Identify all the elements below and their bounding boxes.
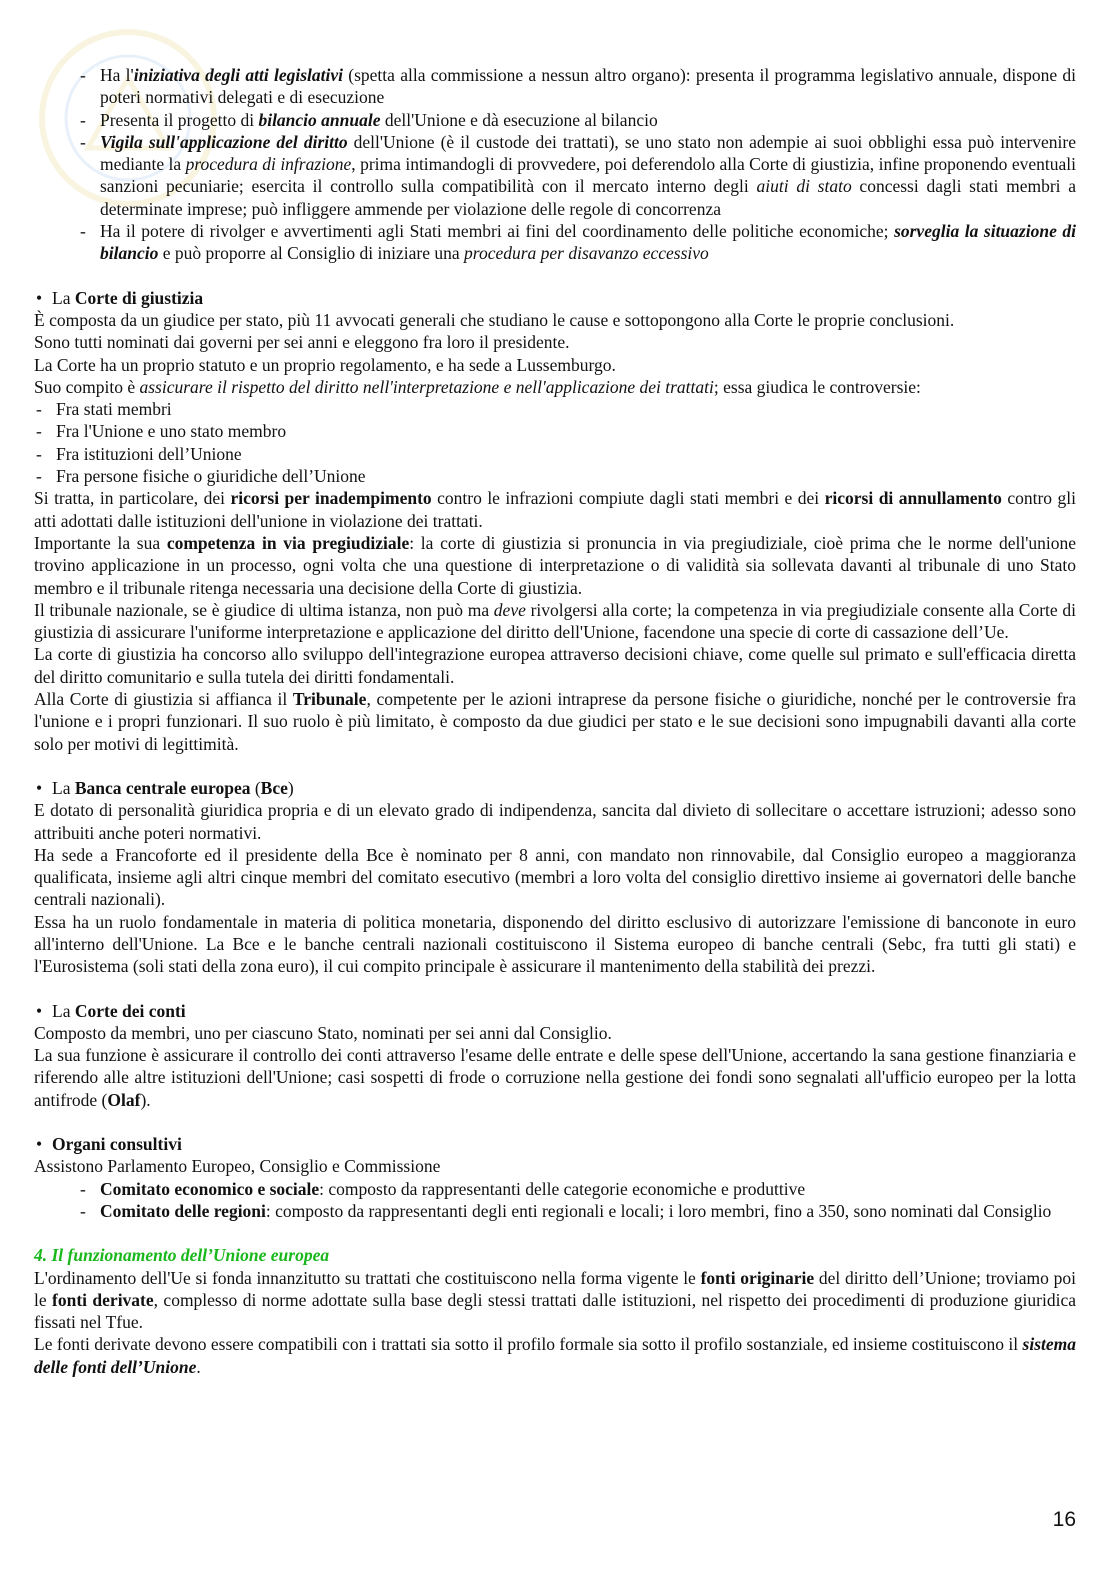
- text-run: procedura per disavanzo eccessivo: [464, 243, 709, 264]
- list-item: [34, 1200, 1076, 1222]
- document-page: [34, 64, 1076, 1378]
- paragraph: [34, 844, 1076, 911]
- text-run: aiuti di stato: [756, 176, 852, 197]
- paragraph: [34, 1267, 1076, 1334]
- text-run: competenza in via pregiudiziale: [166, 532, 410, 553]
- text-run: contro gli atti adottati dalle istituzioni dell'unione in violazione dei trattati.: [34, 488, 1076, 531]
- text-run: ricorsi per inadempimento: [230, 488, 432, 509]
- section-heading: [34, 777, 1076, 799]
- paragraph: [34, 1044, 1076, 1111]
- text-run: Assistono Parlamento Europeo, Consiglio e Commissione: [34, 1156, 441, 1177]
- text-run: bilancio annuale: [258, 109, 381, 130]
- section-corte-conti: [34, 1000, 1076, 1111]
- text-run: Sono tutti nominati dai governi per sei anni e eleggono fra loro il presidente.: [34, 332, 570, 353]
- text-run: , prima intimandogli di provvedere, poi deferendolo alla Corte di giustizia, infine proponendo eventuali sanzioni pecuniarie; esercita il controllo sulla compatibilità con il mercato interno degli: [100, 154, 1076, 197]
- text-run: La: [52, 287, 75, 308]
- text-run: assicurare il rispetto del diritto nell'interpretazione e nell'applicazione dei trattati: [139, 376, 714, 397]
- list-item: - Fra stati membri: [34, 398, 1076, 420]
- text-run: iniziativa degli atti legislativi: [133, 65, 343, 85]
- list-item: [34, 109, 1076, 131]
- paragraph: [34, 487, 1076, 532]
- paragraph: [34, 1155, 1076, 1177]
- section-bce: [34, 777, 1076, 978]
- text-run: fonti originarie: [700, 1267, 815, 1288]
- text-run: : la corte di giustizia si pronuncia in via pregiudiziale, cioè prima che le norme dell'unione trovino applicazione in un processo, ogni volta che una questione di interpretazione o di validità sia sollevata davanti al tribunale di uno Stato membro e il tribunale ritenga necessaria una decisione della Corte di giustizia.: [34, 532, 1077, 598]
- list-item: - Fra l'Unione e uno stato membro: [34, 420, 1076, 442]
- text-run: : composto da rappresentanti delle categorie economiche e produttive: [319, 1178, 806, 1199]
- list-item: [34, 64, 1076, 109]
- list-item: [34, 131, 1076, 220]
- section-heading: [34, 287, 1076, 309]
- text-run: La Corte ha un proprio statuto e un proprio regolamento, e ha sede a Lussemburgo.: [34, 354, 616, 375]
- text-run: fonti derivate: [52, 1289, 154, 1310]
- text-run: Corte di giustizia: [74, 287, 204, 308]
- text-run: contro le infrazioni compiute dagli stati membri e dei: [431, 488, 825, 509]
- text-run: procedura di infrazione: [185, 154, 352, 175]
- text-run: Organi consultivi: [52, 1134, 182, 1155]
- text-run: Si tratta, in particolare, dei: [34, 488, 231, 509]
- text-run: La: [52, 777, 75, 798]
- text-run: Il tribunale nazionale, se è giudice di ultima istanza, non può ma: [34, 599, 494, 620]
- text-run: Banca centrale europea: [74, 777, 251, 798]
- paragraph: [34, 643, 1076, 688]
- text-run: Comitato economico e sociale: [100, 1178, 320, 1199]
- paragraph: [34, 376, 1076, 398]
- text-run: (spetta alla commissione a nessun altro organo): presenta il programma legislativo annuale, dispone di poteri normativi delegati e di esecuzione: [100, 65, 1077, 108]
- text-run: Tribunale: [292, 689, 367, 710]
- text-run: È composta da un giudice per stato, più 11 avvocati generali che studiano le cause e sottopongono alla Corte le proprie conclusioni.: [34, 309, 955, 330]
- text-run: Vigila sull'applicazione del diritto: [100, 131, 348, 152]
- text-run: Ha il potere di rivolger e avvertimenti agli Stati membri ai fini del coordinamento delle politiche economiche;: [100, 221, 895, 242]
- text-run: Suo compito è: [34, 376, 140, 397]
- text-run: La sua funzione è assicurare il controllo dei conti attraverso l'esame delle entrate e delle spese dell'Unione, accertando la sana gestione finanziaria e riferendo alle altre istituzioni dell'Unione; casi sospetti di frode o corruzione nella gestione dei fondi sono segnalati all'ufficio europeo per la lotta antifrode (: [34, 1045, 1076, 1110]
- section-organi-consultivi: [34, 1133, 1076, 1222]
- text-run: Ha l': [100, 65, 134, 85]
- text-run: sistema delle fonti dell’Unione: [34, 1334, 1076, 1377]
- text-run: dell'Unione e dà esecuzione al bilancio: [380, 109, 658, 130]
- text-run: concessi dagli stati membri a determinate imprese; può infliggere ammende per violazione delle regole di concorrenza: [100, 176, 1077, 219]
- text-run: Le fonti derivate devono essere compatibili con i trattati sia sotto il profilo formale sia sotto il profilo sostanziale, ed insieme costituiscono il: [34, 1334, 1023, 1355]
- paragraph: [34, 799, 1076, 844]
- paragraph: [34, 599, 1076, 644]
- text-run: .: [196, 1356, 201, 1377]
- text-run: ): [287, 777, 294, 798]
- text-run: Olaf: [107, 1089, 141, 1110]
- text-run: del diritto dell’Unione; troviamo poi le: [34, 1267, 1076, 1310]
- section-heading: [34, 1000, 1076, 1022]
- controversie-list: [34, 398, 1076, 487]
- text-run: Ha sede a Francoforte ed il presidente della Bce è nominato per 8 anni, con mandato non rinnovabile, dal Consiglio europeo a maggioranza qualificata, insieme agli altri cinque membri del comitato esecutivo (membri a loro volta del consiglio direttivo insieme ai governatori delle banche centrali nazionali).: [34, 844, 1076, 910]
- text-run: L'ordinamento dell'Ue si fonda innanzitutto su trattati che costituiscono nella forma vigente le: [34, 1267, 701, 1288]
- list-item: - Fra persone fisiche o giuridiche dell’Unione: [34, 465, 1076, 487]
- text-run: dell'Unione (è il custode dei trattati), se uno stato non adempie ai suoi obblighi essa può intervenire mediante la: [100, 131, 1076, 175]
- commission-powers-list: [34, 64, 1076, 265]
- text-run: E dotato di personalità giuridica propria e di un elevato grado di indipendenza, sancita dal divieto di sollecitare o accettare istruzioni; adesso sono attribuiti anche poteri normativi.: [34, 800, 1076, 843]
- chapter-title: 4. Il funzionamento dell’Unione europea: [34, 1245, 330, 1266]
- text-run: La corte di giustizia ha concorso allo sviluppo dell'integrazione europea attraverso decisioni chiave, come quelle sul primato e sull'efficacia diretta del diritto comunitario e sulla tutela dei diritti fondamentali.: [34, 644, 1076, 687]
- text-run: Bce: [260, 777, 288, 798]
- text-run: Comitato delle regioni: [100, 1200, 266, 1221]
- text-run: Presenta il progetto di: [100, 109, 259, 130]
- text-run: rivolgersi alla corte; la competenza in via pregiudiziale consente alla Corte di giustizia di assicurare l'uniforme interpretazione e applicazione del diritto dell'Unione, facendone una specie di corte di cassazione dell’Ue.: [34, 599, 1076, 643]
- section-corte-giustizia: [34, 287, 1076, 755]
- text-run: Corte dei conti: [74, 1000, 186, 1021]
- text-run: ; essa giudica le controversie:: [713, 376, 921, 397]
- list-item: [34, 1178, 1076, 1200]
- paragraph: [34, 532, 1076, 599]
- paragraph: [34, 331, 1076, 353]
- section-funzionamento: [34, 1244, 1076, 1378]
- text-run: Alla Corte di giustizia si affianca il: [34, 689, 293, 710]
- text-run: Importante la sua: [34, 532, 167, 553]
- list-item: - Fra istituzioni dell’Unione: [34, 443, 1076, 465]
- page-number: 16: [1052, 1508, 1076, 1531]
- text-run: , complesso di norme adottate sulla base degli stessi trattati dalle istituzioni, nel rispetto dei procedimenti di produzione giuridica fissati nel Tfue.: [34, 1289, 1076, 1333]
- paragraph: [34, 1022, 1076, 1044]
- paragraph: [34, 354, 1076, 376]
- text-run: : composto da rappresentanti degli enti regionali e locali; i loro membri, fino a 350, sono nominati dal Consiglio: [265, 1200, 1052, 1221]
- text-run: Composto da membri, uno per ciascuno Stato, nominati per sei anni dal Consiglio.: [34, 1022, 612, 1043]
- paragraph: [34, 309, 1076, 331]
- text-run: ricorsi di annullamento: [824, 488, 1002, 509]
- organi-list: [34, 1178, 1076, 1223]
- paragraph: [34, 911, 1076, 978]
- text-run: Essa ha un ruolo fondamentale in materia di politica monetaria, disponendo del diritto esclusivo di autorizzare l'emissione di banconote in euro all'interno dell'Unione. La Bce e le banche centrali nazionali costituiscono il Sistema europeo di banche centrali (Sebc, fra tutti gli stati) e l'Eurosistema (soli stati della zona euro), il cui compito principale è assicurare il mantenimento della stabilità dei prezzi.: [34, 911, 1076, 977]
- paragraph: [34, 688, 1076, 755]
- text-run: ).: [140, 1089, 151, 1110]
- paragraph: [34, 1333, 1076, 1378]
- list-item: [34, 220, 1076, 265]
- text-run: La: [52, 1000, 75, 1021]
- text-run: , competente per le azioni intraprese da persone fisiche o giuridiche, nonché per le controversie fra l'unione e i propri funzionari. Il suo ruolo è più limitato, è composto da due giudici per stato e le sue decisioni sono impugnabili davanti alla corte solo per motivi di legittimità.: [34, 689, 1076, 754]
- section-heading: [34, 1133, 1076, 1155]
- text-run: deve: [493, 599, 526, 620]
- text-run: sorveglia la situazione di bilancio: [100, 221, 1076, 264]
- text-run: (: [250, 777, 261, 798]
- text-run: e può proporre al Consiglio di iniziare una: [158, 243, 465, 264]
